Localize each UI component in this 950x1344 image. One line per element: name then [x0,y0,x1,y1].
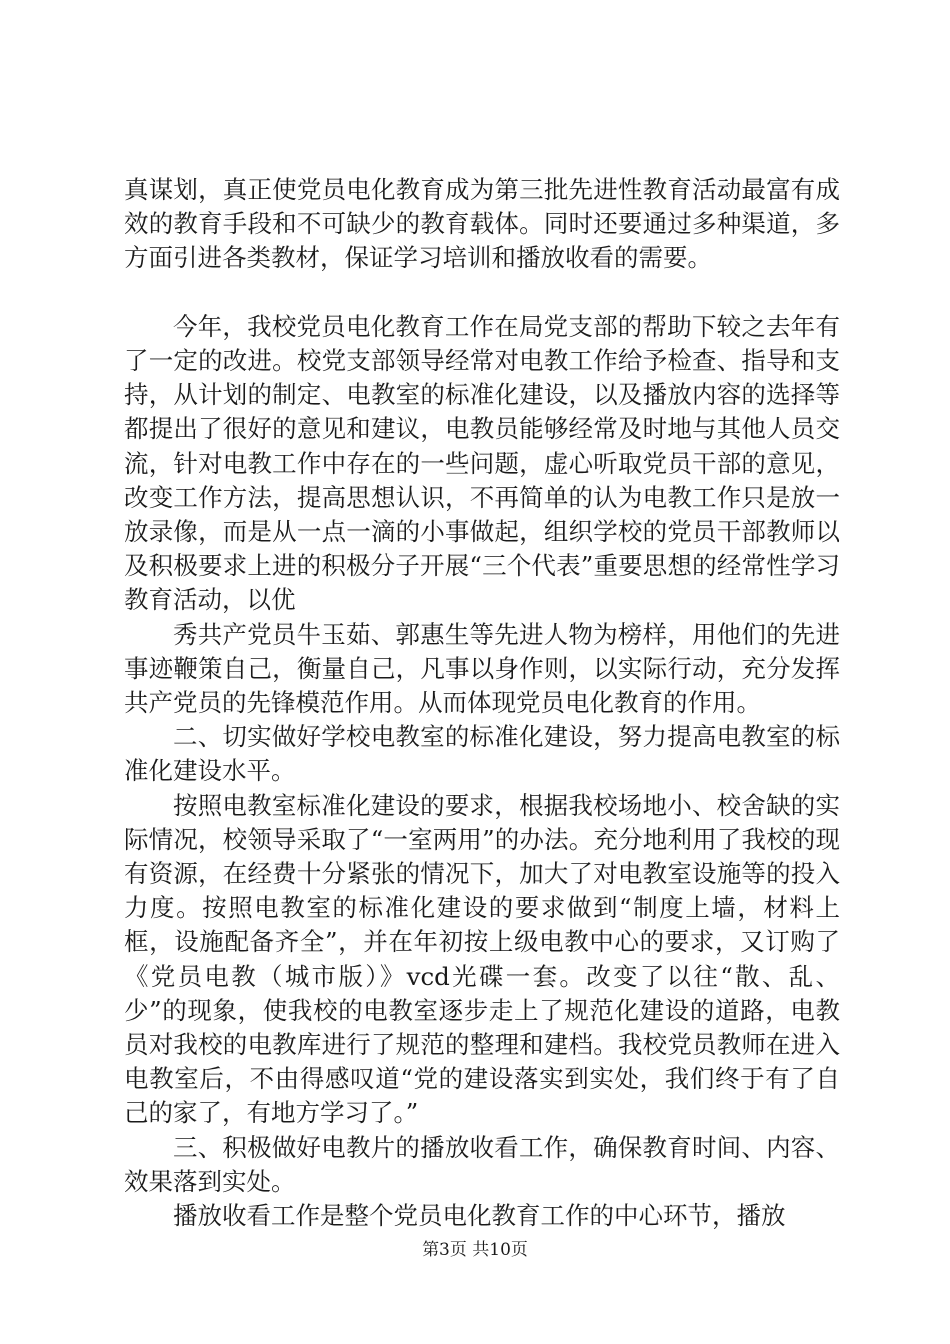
section-heading-three: 三、积极做好电教片的播放收看工作，确保教育时间、内容、效果落到实处。 [124,1132,840,1196]
paragraph-standardization: 按照电教室标准化建设的要求，根据我校场地小、校舍缺的实际情况，校领导采取了“一室两用”的办法。充分地利用了我校的现有资源，在经费十分紧张的情况下，加大了对电教室设施等的投入力度。按照电教室的标准化建设的要求做到“制度上墙，材料上框，设施配备齐全”，并在年初按上级电教中心的要求，又订购了《党员电教（城市版）》vcd光碟一套。改变了以往“散、乱、少”的现象，使我校的电教室逐步走上了规范化建设的道路，电教员对我校的电教库进行了规范的整理和建档。我校党员教师在进入电教室后，不由得感叹道“党的建设落实到实处，我们终于有了自己的家了，有地方学习了。” [124,790,840,1128]
paragraph-playback: 播放收看工作是整个党员电化教育工作的中心环节，播放 [173,1201,786,1231]
document-body [124,173,840,1233]
paragraph-continuation: 真谋划，真正使党员电化教育成为第三批先进性教育活动最富有成效的教育手段和不可缺少的教育载体。同时还要通过多种渠道，多方面引进各类教材，保证学习培训和播放收看的需要。 [124,175,840,273]
page-footer: 第3页 共10页 [422,1240,528,1260]
section-heading-two: 二、切实做好学校电教室的标准化建设，努力提高电教室的标准化建设水平。 [124,722,840,786]
paragraph-role-models: 秀共产党员牛玉茹、郭惠生等先进人物为榜样，用他们的先进事迹鞭策自己，衡量自己，凡事以身作则，以实际行动，充分发挥共产党员的先锋模范作用。从而体现党员电化教育的作用。 [124,619,840,718]
paragraph-gap [124,276,840,310]
paragraph-work-improvement: 今年，我校党员电化教育工作在局党支部的帮助下较之去年有了一定的改进。校党支部领导经常对电教工作给予检查、指导和支持，从计划的制定、电教室的标准化建设，以及播放内容的选择等都提出了很好的意见和建议，电教员能够经常及时地与其他人员交流，针对电教工作中存在的一些问题，虚心听取党员干部的意见，改变工作方法，提高思想认识，不再简单的认为电教工作只是放一放录像，而是从一点一滴的小事做起，组织学校的党员干部教师以及积极要求上进的积极分子开展“三个代表”重要思想的经常性学习教育活动，以优 [124,311,840,615]
